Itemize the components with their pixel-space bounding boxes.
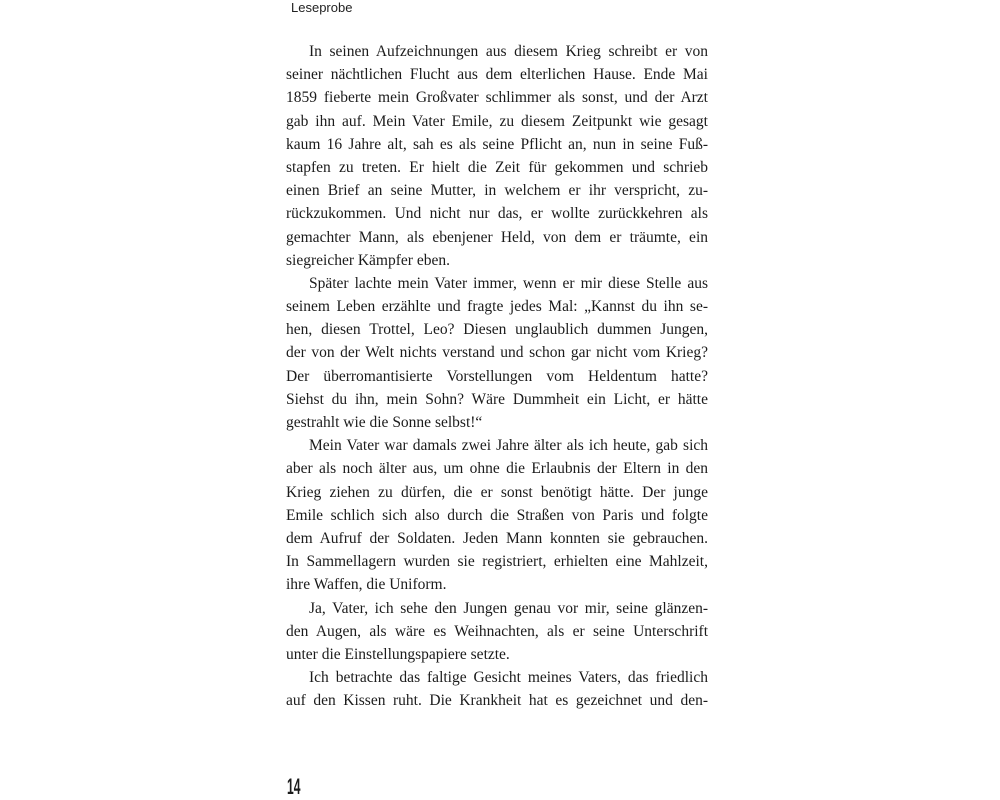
text-line: siegreicher Kämpfer eben. xyxy=(286,251,450,269)
text-line: gab ihn auf. Mein Vater Emile, zu diesem Zeitpunkt wie gesagt xyxy=(286,112,708,130)
text-line: aber als noch älter aus, um ohne die Erlaubnis der Eltern in den xyxy=(286,460,708,478)
text-line: hen, diesen Trottel, Leo? Diesen unglaublich dummen Jungen, xyxy=(286,321,708,339)
text-line: Der überromantisierte Vorstellungen vom Heldentum hatte? xyxy=(286,367,708,385)
paragraph-2 xyxy=(286,272,708,434)
text-line: Mein Vater war damals zwei Jahre älter als ich heute, gab sich xyxy=(309,437,708,455)
text-line: gestrahlt wie die Sonne selbst!“ xyxy=(286,414,483,431)
text-line: einen Brief an seine Mutter, in welchem er ihr verspricht, zu- xyxy=(286,182,708,200)
text-line: Ja, Vater, ich sehe den Jungen genau vor mir, seine glänzen- xyxy=(309,599,708,617)
running-header: Leseprobe xyxy=(291,0,353,15)
text-line: rückzukommen. Und nicht nur das, er wollte zurückkehren als xyxy=(286,205,708,223)
paragraph-5 xyxy=(286,666,708,712)
text-line: den Augen, als wäre es Weihnachten, als er seine Unterschrift xyxy=(286,622,708,640)
text-line: Siehst du ihn, mein Sohn? Wäre Dummheit ein Licht, er hätte xyxy=(286,390,708,408)
paragraph-1 xyxy=(286,40,708,272)
text-line: stapfen zu treten. Er hielt die Zeit für gekommen und schrieb xyxy=(286,158,708,176)
paragraph-4 xyxy=(286,597,708,667)
text-line: gemachter Mann, als ebenjener Held, von dem er träumte, ein xyxy=(286,228,708,246)
body-text xyxy=(286,40,708,712)
text-line: der von der Welt nichts verstand und schon gar nicht vom Krieg? xyxy=(286,344,708,362)
text-line: In seinen Aufzeichnungen aus diesem Krieg schreibt er von xyxy=(309,43,708,60)
text-line: Später lachte mein Vater immer, wenn er mir diese Stelle aus xyxy=(309,274,708,292)
page-number: 14 xyxy=(287,774,301,799)
text-line: seinem Leben erzählte und fragte jedes Mal: „Kannst du ihn se- xyxy=(286,298,708,316)
text-line: Ich betrachte das faltige Gesicht meines Vaters, das friedlich xyxy=(309,669,708,687)
text-line: seiner nächtlichen Flucht aus dem elterlichen Hause. Ende Mai xyxy=(286,66,708,84)
text-line: Emile schlich sich also durch die Straßen von Paris und folgte xyxy=(286,506,708,524)
text-line: auf den Kissen ruht. Die Krankheit hat es gezeichnet und den- xyxy=(286,692,708,710)
text-line: dem Aufruf der Soldaten. Jeden Mann konnten sie gebrauchen. xyxy=(286,529,708,547)
text-line: unter die Einstellungspapiere setzte. xyxy=(286,645,510,663)
text-line: Krieg ziehen zu dürfen, die er sonst benötigt hätte. Der junge xyxy=(286,483,708,501)
paragraph-3 xyxy=(286,434,708,596)
text-line: kaum 16 Jahre alt, sah es als seine Pflicht an, nun in seine Fuß- xyxy=(286,135,708,153)
text-line: In Sammellagern wurden sie registriert, erhielten eine Mahlzeit, xyxy=(286,553,708,571)
text-line: ihre Waffen, die Uniform. xyxy=(286,576,447,594)
text-line: 1859 fieberte mein Großvater schlimmer als sonst, und der Arzt xyxy=(286,89,708,107)
